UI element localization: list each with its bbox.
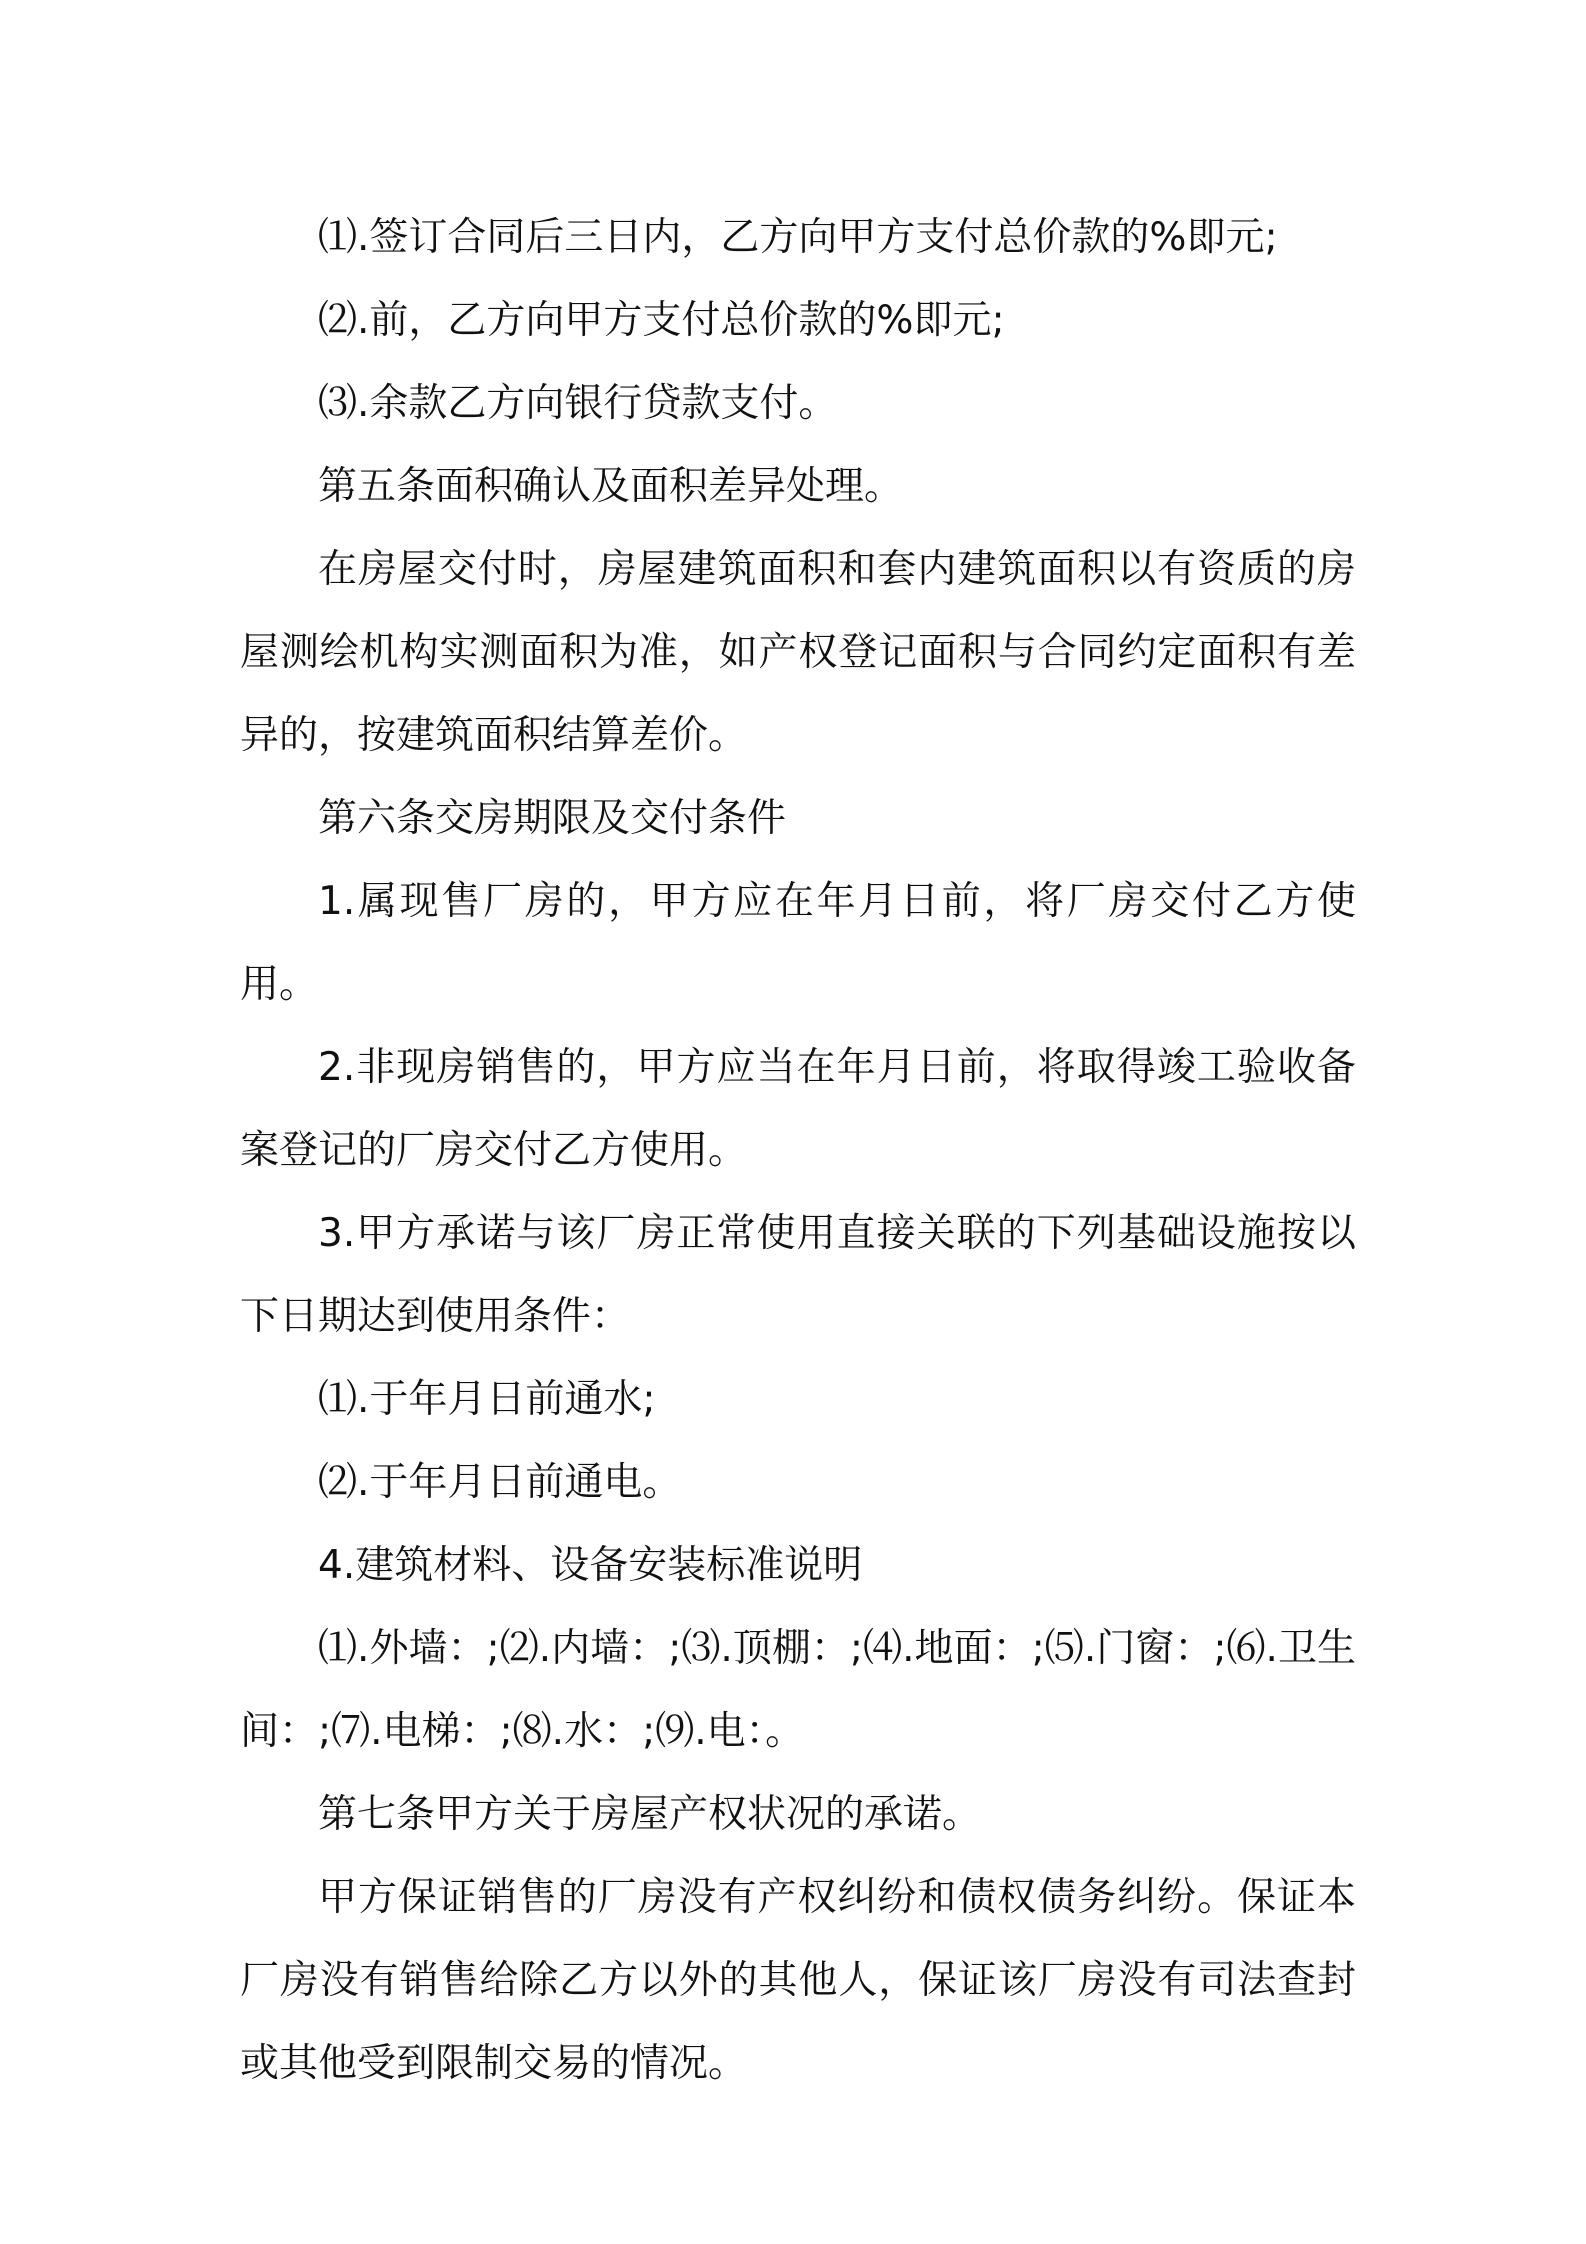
paragraph-property-guarantee: 甲方保证销售的厂房没有产权纠纷和债权债务纠纷。保证本厂房没有销售给除乙方以外的其他人，保证该厂房没有司法查封或其他受到限制交易的情况。 (240, 1875, 1356, 2086)
paragraph-materials-list: ⑴.外墙：;⑵.内墙：;⑶.顶棚：;⑷.地面：;⑸.门窗：;⑹.卫生间：;⑺.电梯：;⑻.水：;⑼.电：。 (240, 1626, 1356, 1754)
heading-article-5: 第五条面积确认及面积差异处理。 (318, 464, 904, 509)
paragraph-payment-1: ⑴.签订合同后三日内，乙方向甲方支付总价款的%即元; (318, 215, 1278, 260)
paragraph-materials-heading: 4.建筑材料、设备安装标准说明 (318, 1543, 863, 1588)
paragraph-area-confirmation: 在房屋交付时，房屋建筑面积和套内建筑面积以有资质的房屋测绘机构实测面积为准，如产权登记面积与合同约定面积有差异的，按建筑面积结算差价。 (240, 547, 1356, 758)
paragraph-delivery-1: 1.属现售厂房的，甲方应在年月日前，将厂房交付乙方使用。 (240, 879, 1356, 1007)
heading-article-7: 第七条甲方关于房屋产权状况的承诺。 (318, 1792, 982, 1837)
heading-article-6: 第六条交房期限及交付条件 (318, 796, 787, 841)
paragraph-payment-2: ⑵.前，乙方向甲方支付总价款的%即元; (318, 298, 1005, 343)
paragraph-delivery-2: 2.非现房销售的，甲方应当在年月日前，将取得竣工验收备案登记的厂房交付乙方使用。 (240, 1045, 1356, 1173)
document-body (240, 196, 1356, 2105)
paragraph-payment-3: ⑶.余款乙方向银行贷款支付。 (318, 381, 838, 426)
paragraph-delivery-3: 3.甲方承诺与该厂房正常使用直接关联的下列基础设施按以下日期达到使用条件： (240, 1211, 1356, 1339)
paragraph-water: ⑴.于年月日前通水; (318, 1377, 656, 1422)
paragraph-electricity: ⑵.于年月日前通电。 (318, 1460, 682, 1505)
